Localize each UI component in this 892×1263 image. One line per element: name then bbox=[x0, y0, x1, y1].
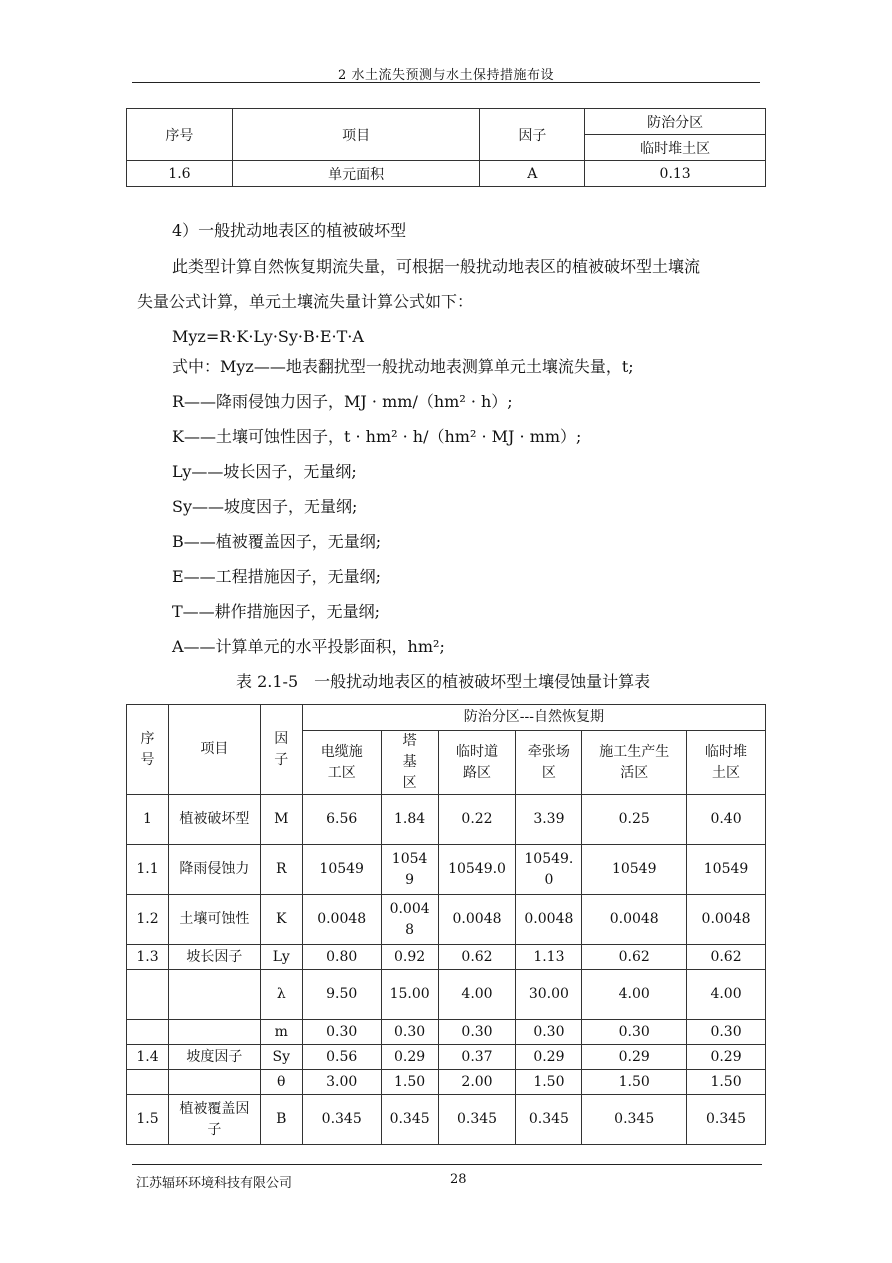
table2-cell-value: 0.30 bbox=[438, 1020, 516, 1045]
table2-cell-value: 1.50 bbox=[516, 1070, 582, 1095]
table2-cell-value: 0.40 bbox=[687, 795, 766, 845]
table2-cell-value: 4.00 bbox=[687, 970, 766, 1020]
table2-cell-value: 0.30 bbox=[582, 1020, 687, 1045]
definition-line: B——植被覆盖因子，无量纲; bbox=[172, 532, 382, 551]
table1-cell-factor: A bbox=[480, 161, 585, 187]
table2-cell-value: 10549 bbox=[302, 845, 381, 895]
table2-cell-value: 0.29 bbox=[516, 1045, 582, 1070]
table2-cell-value: 3.00 bbox=[302, 1070, 381, 1095]
table-caption: 表 2.1-5 一般扰动地表区的植被破坏型土壤侵蚀量计算表 bbox=[236, 672, 651, 691]
table2-col-header: 施工生产生活区 bbox=[582, 731, 687, 795]
table2-cell-value: 10549 bbox=[687, 845, 766, 895]
table2-cell-value: 0.37 bbox=[438, 1045, 516, 1070]
table2-cell-factor: λ bbox=[260, 970, 302, 1020]
table2-cell-value: 0.0048 bbox=[381, 895, 438, 945]
table2-cell-value: 0.345 bbox=[687, 1095, 766, 1145]
table2-cell-factor: K bbox=[260, 895, 302, 945]
table2-cell-value: 1.50 bbox=[381, 1070, 438, 1095]
table2-cell-value: 30.00 bbox=[516, 970, 582, 1020]
table1-cell-no: 1.6 bbox=[127, 161, 233, 187]
table2-col-header: 塔基区 bbox=[381, 731, 438, 795]
table-row bbox=[127, 1045, 766, 1070]
section-heading: 4）一般扰动地表区的植被破坏型 bbox=[172, 221, 407, 240]
table2-cell-factor: Ly bbox=[260, 945, 302, 970]
table2-cell-value: 0.92 bbox=[381, 945, 438, 970]
table2-cell-value: 0.345 bbox=[582, 1095, 687, 1145]
table2-cell-value: 0.56 bbox=[302, 1045, 381, 1070]
table2-header-no: 序号 bbox=[127, 705, 169, 795]
table2-cell-no bbox=[127, 970, 169, 1020]
table1-cell-value: 0.13 bbox=[585, 161, 766, 187]
table2-cell-no bbox=[127, 1070, 169, 1095]
table2-cell-value: 4.00 bbox=[582, 970, 687, 1020]
table2-header-factor: 因子 bbox=[260, 705, 302, 795]
table2-cell-value: 0.345 bbox=[381, 1095, 438, 1145]
table-row bbox=[127, 1070, 766, 1095]
table2-cell-no: 1.1 bbox=[127, 845, 169, 895]
table2-cell-value: 10549 bbox=[582, 845, 687, 895]
table2-cell-item: 植被破坏型 bbox=[168, 795, 260, 845]
table2-cell-value: 0.29 bbox=[381, 1045, 438, 1070]
paragraph-line: 此类型计算自然恢复期流失量，可根据一般扰动地表区的植被破坏型土壤流 bbox=[172, 257, 701, 276]
table2-col-header: 牵张场区 bbox=[516, 731, 582, 795]
table2-cell-value: 1.50 bbox=[687, 1070, 766, 1095]
table-row bbox=[127, 845, 766, 895]
formula: Myz=R·K·Ly·Sy·B·E·T·A bbox=[172, 327, 364, 346]
table2-cell-value: 10549.0 bbox=[438, 845, 516, 895]
table2-header-zone: 防治分区---自然恢复期 bbox=[302, 705, 765, 731]
table2-cell-value: 0.0048 bbox=[302, 895, 381, 945]
table2-cell-factor: Sy bbox=[260, 1045, 302, 1070]
definition-line: R——降雨侵蚀力因子，MJ · mm/（hm² · h）; bbox=[172, 392, 513, 411]
definition-line: Ly——坡长因子，无量纲; bbox=[172, 462, 357, 481]
table2-cell-value: 1.50 bbox=[582, 1070, 687, 1095]
table-row bbox=[127, 895, 766, 945]
paragraph-line: 失量公式计算，单元土壤流失量计算公式如下： bbox=[137, 292, 474, 311]
table2-col-header: 临时道路区 bbox=[438, 731, 516, 795]
table2-cell-value: 0.62 bbox=[582, 945, 687, 970]
table2-cell-item: 降雨侵蚀力 bbox=[168, 845, 260, 895]
table2-cell-value: 15.00 bbox=[381, 970, 438, 1020]
table2-cell-no: 1.5 bbox=[127, 1095, 169, 1145]
table2-cell-no: 1.4 bbox=[127, 1045, 169, 1070]
table2-cell-item bbox=[168, 1070, 260, 1095]
definition-line: 式中：Myz——地表翻扰型一般扰动地表测算单元土壤流失量，t; bbox=[172, 357, 634, 376]
table1-header-sub: 临时堆土区 bbox=[585, 135, 766, 161]
table2-cell-value: 2.00 bbox=[438, 1070, 516, 1095]
table2-cell-value: 0.62 bbox=[687, 945, 766, 970]
table-row bbox=[127, 161, 766, 187]
table-row bbox=[127, 945, 766, 970]
table2-cell-value: 0.345 bbox=[516, 1095, 582, 1145]
table2-cell-value: 0.0048 bbox=[516, 895, 582, 945]
table2-cell-value: 0.345 bbox=[302, 1095, 381, 1145]
page-header-title: 2 水土流失预测与水土保持措施布设 bbox=[338, 68, 554, 83]
table2-cell-value: 0.29 bbox=[582, 1045, 687, 1070]
erosion-calculation-table bbox=[126, 704, 766, 1145]
table1-header-zone: 防治分区 bbox=[585, 109, 766, 135]
definition-line: K——土壤可蚀性因子，t · hm² · h/（hm² · MJ · mm）; bbox=[172, 427, 582, 446]
table2-cell-no: 1.2 bbox=[127, 895, 169, 945]
table2-cell-value: 3.39 bbox=[516, 795, 582, 845]
table2-cell-value: 0.80 bbox=[302, 945, 381, 970]
table-row bbox=[127, 970, 766, 1020]
table2-cell-value: 0.30 bbox=[381, 1020, 438, 1045]
table1-header-no: 序号 bbox=[127, 109, 233, 161]
definition-line: E——工程措施因子，无量纲; bbox=[172, 567, 382, 586]
table2-cell-value: 10549 bbox=[381, 845, 438, 895]
table1-header-factor: 因子 bbox=[480, 109, 585, 161]
table2-cell-value: 0.0048 bbox=[582, 895, 687, 945]
table2-cell-item: 坡长因子 bbox=[168, 945, 260, 970]
table2-cell-value: 0.345 bbox=[438, 1095, 516, 1145]
table-row bbox=[127, 1020, 766, 1045]
table2-cell-no: 1.3 bbox=[127, 945, 169, 970]
table2-cell-value: 0.0048 bbox=[687, 895, 766, 945]
table2-col-header: 临时堆土区 bbox=[687, 731, 766, 795]
table2-cell-item: 土壤可蚀性 bbox=[168, 895, 260, 945]
table2-cell-value: 0.0048 bbox=[438, 895, 516, 945]
table2-cell-value: 0.22 bbox=[438, 795, 516, 845]
table2-cell-factor: m bbox=[260, 1020, 302, 1045]
table-row bbox=[127, 795, 766, 845]
table2-cell-item bbox=[168, 1020, 260, 1045]
definition-line: T——耕作措施因子，无量纲; bbox=[172, 602, 381, 621]
table2-col-header: 电缆施工区 bbox=[302, 731, 381, 795]
table-row bbox=[127, 1095, 766, 1145]
footer-rule bbox=[132, 1164, 762, 1165]
header-rule bbox=[132, 82, 760, 83]
table2-cell-item bbox=[168, 970, 260, 1020]
table2-cell-value: 0.30 bbox=[516, 1020, 582, 1045]
definition-line: A——计算单元的水平投影面积，hm²; bbox=[172, 637, 445, 656]
table2-cell-value: 0.29 bbox=[687, 1045, 766, 1070]
table2-cell-value: 0.30 bbox=[687, 1020, 766, 1045]
table2-cell-no bbox=[127, 1020, 169, 1045]
table2-cell-value: 0.25 bbox=[582, 795, 687, 845]
table2-cell-value: 9.50 bbox=[302, 970, 381, 1020]
table2-cell-value: 10549.0 bbox=[516, 845, 582, 895]
table2-cell-value: 6.56 bbox=[302, 795, 381, 845]
table2-cell-value: 0.30 bbox=[302, 1020, 381, 1045]
table2-cell-value: 0.62 bbox=[438, 945, 516, 970]
table2-cell-item: 植被覆盖因子 bbox=[168, 1095, 260, 1145]
definition-line: Sy——坡度因子，无量纲; bbox=[172, 497, 358, 516]
table2-cell-value: 4.00 bbox=[438, 970, 516, 1020]
table2-cell-value: 1.84 bbox=[381, 795, 438, 845]
table2-cell-factor: B bbox=[260, 1095, 302, 1145]
table2-cell-no: 1 bbox=[127, 795, 169, 845]
footer-company: 江苏辐环环境科技有限公司 bbox=[136, 1176, 293, 1191]
table1-header-item: 项目 bbox=[232, 109, 480, 161]
table2-cell-item: 坡度因子 bbox=[168, 1045, 260, 1070]
table2-cell-factor: R bbox=[260, 845, 302, 895]
table2-cell-factor: θ bbox=[260, 1070, 302, 1095]
table2-header-item: 项目 bbox=[168, 705, 260, 795]
table1-cell-item: 单元面积 bbox=[232, 161, 480, 187]
page-number: 28 bbox=[450, 1172, 467, 1187]
table2-cell-factor: M bbox=[260, 795, 302, 845]
table-area-continued bbox=[126, 108, 766, 187]
table2-cell-value: 1.13 bbox=[516, 945, 582, 970]
